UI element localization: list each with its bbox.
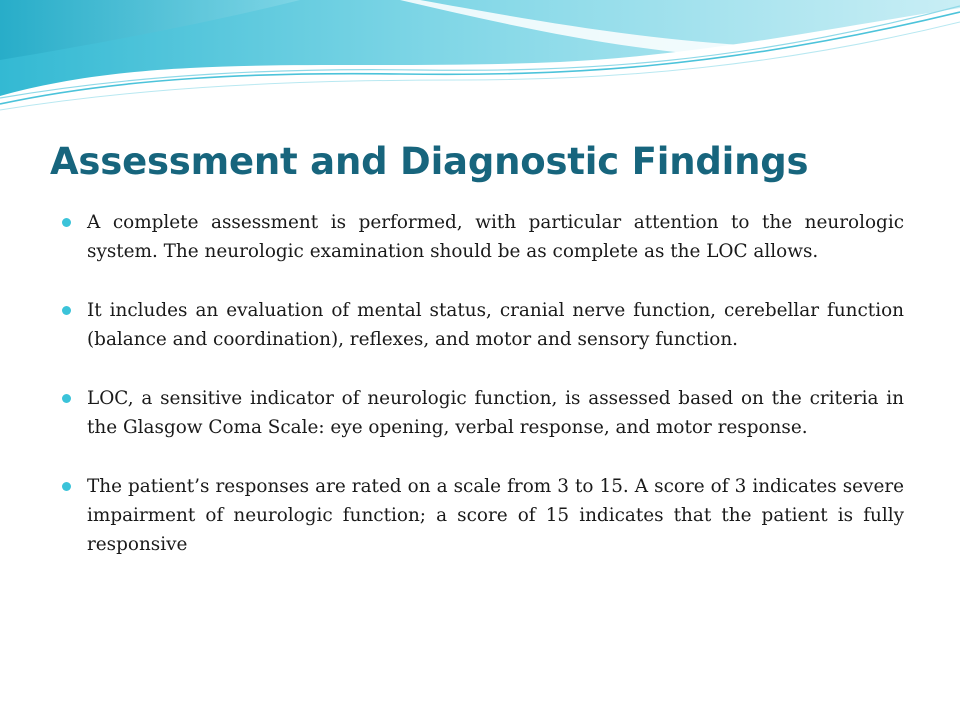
slide-title: Assessment and Diagnostic Findings <box>50 140 809 183</box>
bullet-text: A complete assessment is performed, with particular attention to the neurologic system. The neurologic examination should be as complete as the LOC allows. <box>87 212 904 262</box>
bullet-dot-icon <box>62 394 71 403</box>
bullet-text: The patient’s responses are rated on a scale from 3 to 15. A score of 3 indicates severe impairment of neurologic function; a score of 15 indicates that the patient is fully responsive <box>87 476 904 555</box>
bullet-item <box>62 472 904 559</box>
bullet-dot-icon <box>62 306 71 315</box>
bullet-text: It includes an evaluation of mental status, cranial nerve function, cerebellar function (balance and coordination), reflexes, and motor and sensory function. <box>87 300 904 350</box>
bullet-item <box>62 384 904 442</box>
bullet-list <box>62 208 904 589</box>
bullet-text: LOC, a sensitive indicator of neurologic function, is assessed based on the criteria in the Glasgow Coma Scale: eye opening, verbal response, and motor response. <box>87 388 904 438</box>
bullet-dot-icon <box>62 218 71 227</box>
bullet-item <box>62 296 904 354</box>
bullet-dot-icon <box>62 482 71 491</box>
decorative-wave-header <box>0 0 960 120</box>
bullet-item <box>62 208 904 266</box>
